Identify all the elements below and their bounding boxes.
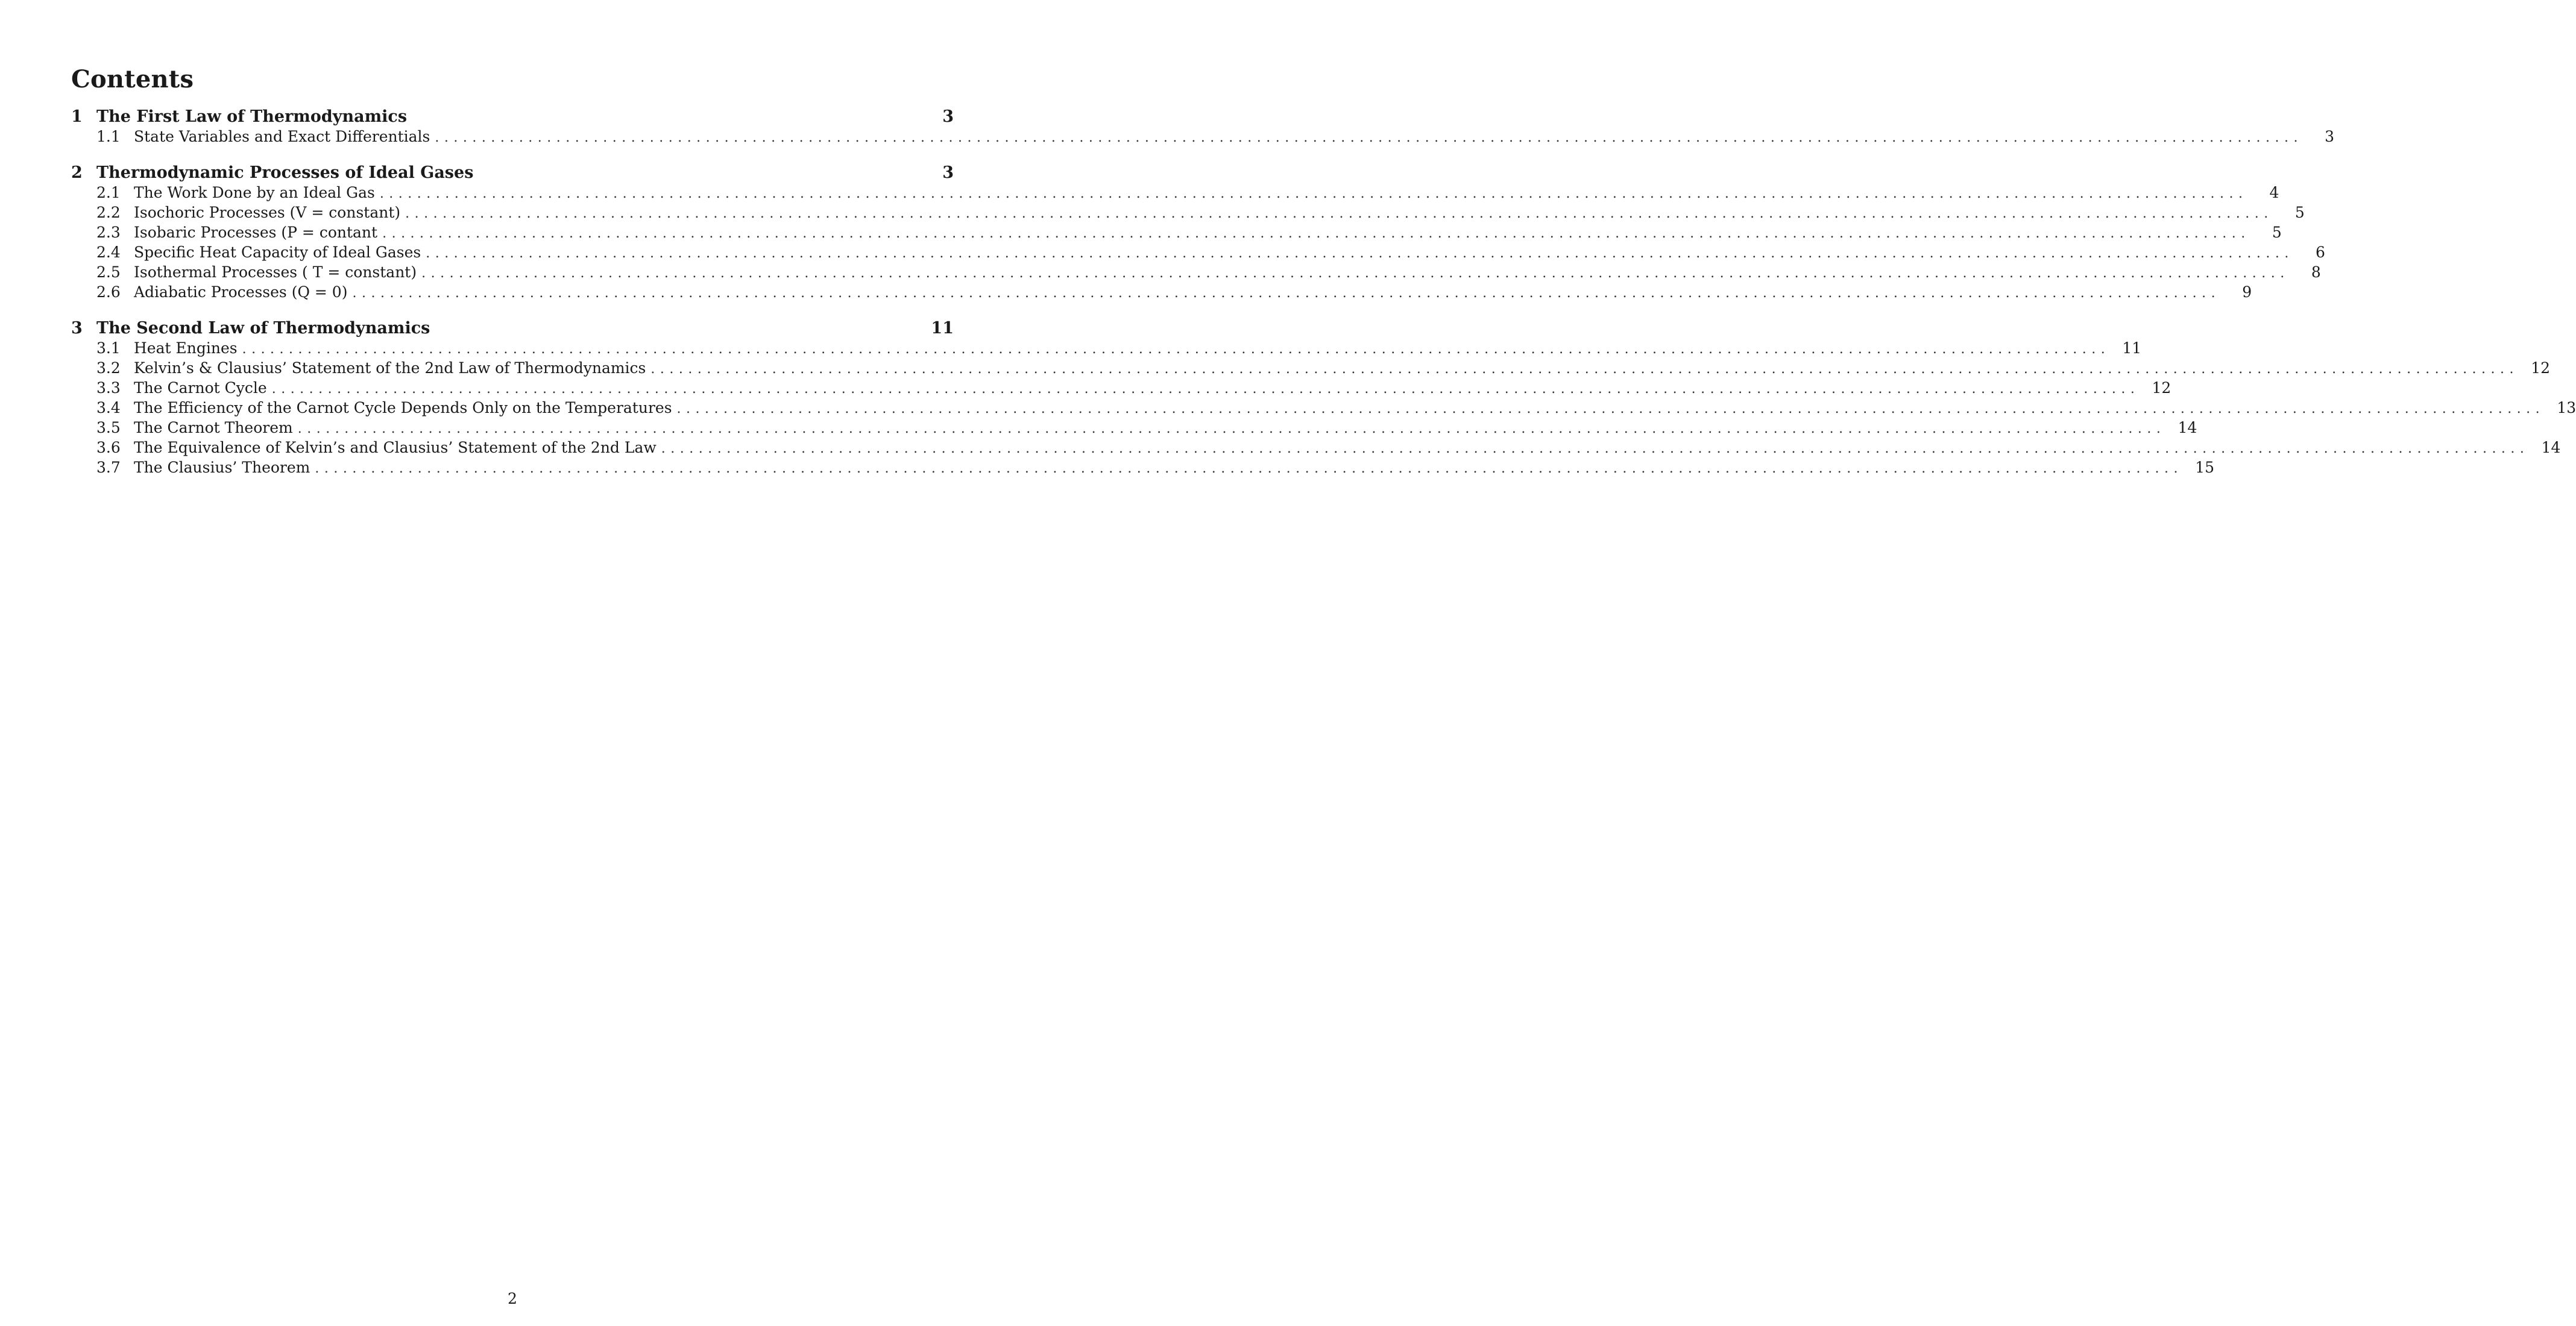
subsection-title: Kelvin’s & Clausius’ Statement of the 2nd Law of Thermodynamics	[134, 359, 646, 377]
subsection-title: The Clausius’ Theorem	[134, 459, 310, 476]
dot-leader: ........................................................................................................................................................................................................	[297, 421, 2166, 436]
section-page-number: 3	[942, 163, 954, 182]
subsection-number: 2.2	[96, 204, 121, 221]
subsection-title: The Carnot Cycle	[134, 379, 267, 397]
subsection-page-number: 3	[2325, 128, 2335, 145]
toc-subsection-entry[interactable]	[71, 263, 2321, 283]
subsection-page-number: 9	[2242, 283, 2252, 301]
toc-subsection-entry[interactable]	[71, 459, 2215, 479]
toc-subsection-entry[interactable]	[71, 244, 2325, 263]
subsection-number: 2.1	[96, 184, 121, 201]
dot-leader: ........................................................................................................................................................................................................	[352, 286, 2221, 301]
toc-subsection-entry[interactable]	[71, 359, 2551, 379]
subsection-page-number: 14	[2178, 419, 2197, 436]
dot-leader: ........................................................................................................................................................................................................	[426, 246, 2294, 261]
subsection-title: The Work Done by an Ideal Gas	[134, 184, 375, 201]
subsection-page-number: 4	[2269, 184, 2279, 201]
subsection-page-number: 11	[2122, 339, 2142, 357]
subsection-page-number: 6	[2315, 244, 2325, 261]
subsection-number: 3.2	[96, 359, 121, 377]
subsection-title: Isochoric Processes (V = constant)	[134, 204, 401, 221]
section-title: The Second Law of Thermodynamics	[96, 319, 430, 338]
subsection-title: The Efficiency of the Carnot Cycle Depends Only on the Temperatures	[134, 399, 672, 416]
page-number: 2	[508, 1290, 517, 1307]
toc-subsection-entry[interactable]	[71, 379, 2171, 399]
toc-section-entry[interactable]	[71, 319, 954, 339]
subsection-number: 3.6	[96, 439, 121, 456]
subsection-page-number: 8	[2311, 263, 2321, 281]
toc-subsection-entry[interactable]	[71, 339, 2142, 359]
toc-subsection-entry[interactable]	[71, 224, 2282, 244]
subsection-title: Specific Heat Capacity of Ideal Gases	[134, 244, 421, 261]
subsection-title: Heat Engines	[134, 339, 238, 357]
toc-subsection-entry[interactable]	[71, 204, 2305, 224]
subsection-number: 3.1	[96, 339, 121, 357]
dot-leader: ........................................................................................................................................................................................................	[315, 461, 2184, 476]
toc-section	[71, 163, 2325, 303]
table-of-contents	[71, 107, 2576, 494]
toc-heading: Contents	[71, 65, 194, 93]
subsection-page-number: 12	[2152, 379, 2171, 397]
dot-leader: ........................................................................................................................................................................................................	[435, 130, 2304, 145]
toc-subsection-entry[interactable]	[71, 128, 2335, 148]
section-page-number: 3	[942, 107, 954, 126]
section-number: 2	[71, 163, 83, 182]
subsection-title: Adiabatic Processes (Q = 0)	[134, 283, 348, 301]
subsection-title: State Variables and Exact Differentials	[134, 128, 430, 145]
section-number: 1	[71, 107, 83, 126]
subsection-number: 2.5	[96, 263, 121, 281]
subsection-page-number: 12	[2531, 359, 2551, 377]
dot-leader: ........................................................................................................................................................................................................	[405, 206, 2273, 221]
subsection-title: The Carnot Theorem	[134, 419, 293, 436]
dot-leader: ........................................................................................................................................................................................................	[676, 401, 2545, 416]
subsection-page-number: 5	[2272, 224, 2282, 241]
toc-subsection-entry[interactable]	[71, 283, 2252, 303]
toc-section-entry[interactable]	[71, 163, 954, 184]
dot-leader: ........................................................................................................................................................................................................	[242, 342, 2111, 357]
dot-leader: ........................................................................................................................................................................................................	[271, 382, 2140, 397]
dot-leader: ........................................................................................................................................................................................................	[421, 266, 2290, 281]
subsection-title: Isobaric Processes (P = contant	[134, 224, 378, 241]
document-page	[71, 0, 2576, 1326]
dot-leader: ........................................................................................................................................................................................................	[382, 226, 2250, 241]
section-title: Thermodynamic Processes of Ideal Gases	[96, 163, 474, 182]
toc-subsection-entry[interactable]	[71, 439, 2561, 459]
section-title: The First Law of Thermodynamics	[96, 107, 408, 126]
subsection-number: 3.5	[96, 419, 121, 436]
subsection-page-number: 13	[2557, 399, 2576, 416]
toc-subsection-entry[interactable]	[71, 399, 2576, 419]
section-page-number: 11	[931, 319, 954, 338]
subsection-number: 2.6	[96, 283, 121, 301]
subsection-page-number: 15	[2195, 459, 2215, 476]
subsection-number: 2.4	[96, 244, 121, 261]
toc-section	[71, 319, 2576, 479]
subsection-number: 2.3	[96, 224, 121, 241]
dot-leader: ........................................................................................................................................................................................................	[650, 362, 2519, 377]
subsection-number: 3.7	[96, 459, 121, 476]
subsection-number: 3.4	[96, 399, 121, 416]
toc-subsection-entry[interactable]	[71, 184, 2279, 204]
dot-leader: ........................................................................................................................................................................................................	[661, 441, 2530, 456]
subsection-number: 1.1	[96, 128, 121, 145]
toc-section-entry[interactable]	[71, 107, 954, 128]
subsection-number: 3.3	[96, 379, 121, 397]
subsection-page-number: 5	[2294, 204, 2305, 221]
section-number: 3	[71, 319, 83, 338]
toc-subsection-entry[interactable]	[71, 419, 2197, 439]
toc-section	[71, 107, 2335, 148]
dot-leader: ........................................................................................................................................................................................................	[379, 186, 2248, 201]
subsection-title: The Equivalence of Kelvin’s and Clausius’ Statement of the 2nd Law	[134, 439, 657, 456]
subsection-page-number: 14	[2541, 439, 2561, 456]
subsection-title: Isothermal Processes ( T = constant)	[134, 263, 417, 281]
